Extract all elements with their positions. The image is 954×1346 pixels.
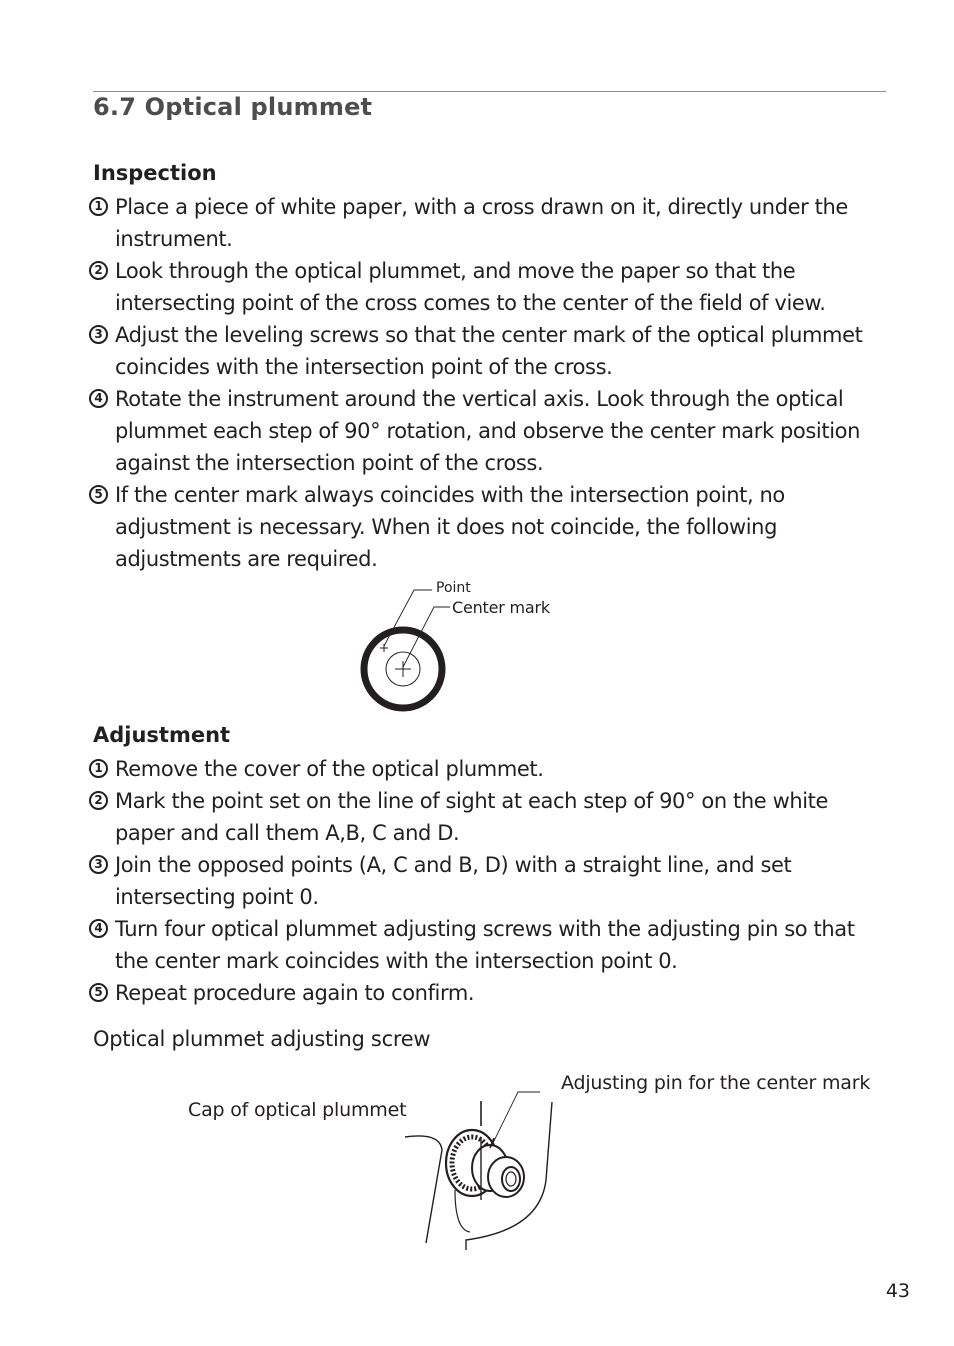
list-item <box>89 785 889 849</box>
list-item <box>89 191 889 255</box>
inspection-heading: Inspection <box>93 161 217 185</box>
instrument-body-left <box>405 1136 442 1243</box>
list-item <box>89 255 889 319</box>
list-item <box>89 849 889 913</box>
step-number: 3 <box>89 325 108 344</box>
center-mark-leader <box>403 607 450 667</box>
eyepiece-inner <box>506 1172 516 1186</box>
step-text: Join the opposed points (A, C and B, D) with a straight line, and set intersecting point 0. <box>115 853 792 909</box>
header-rule <box>93 91 886 92</box>
list-item <box>89 753 889 785</box>
point-label: Point <box>436 580 471 596</box>
step-text: Rotate the instrument around the vertical axis. Look through the optical plummet each step of 90° rotation, and observe the center mark position against the intersection point of the cross. <box>115 387 860 475</box>
inspection-steps <box>89 191 889 575</box>
outer-ring <box>364 630 442 708</box>
step-text: Mark the point set on the line of sight at each step of 90° on the white paper and call them A,B, C and D. <box>115 789 829 845</box>
list-item <box>89 977 889 1009</box>
step-number: 1 <box>89 197 108 216</box>
cap-label: Cap of optical plummet <box>188 1099 407 1121</box>
step-number: 3 <box>89 855 108 874</box>
adjustment-heading: Adjustment <box>93 723 231 747</box>
page-number: 43 <box>885 1280 910 1302</box>
cap-outer-ring <box>446 1130 498 1196</box>
step-text: Look through the optical plummet, and move the paper so that the intersecting point of the cross comes to the center of the field of view. <box>115 259 826 315</box>
step-text: Repeat procedure again to confirm. <box>115 981 475 1005</box>
list-item <box>89 319 889 383</box>
step-number: 1 <box>89 759 108 778</box>
list-item <box>89 913 889 977</box>
step-text: Remove the cover of the optical plummet. <box>115 757 544 781</box>
step-text: If the center mark always coincides with the intersection point, no adjustment is necessary. When it does not coincide, the following adjustments are required. <box>115 483 785 571</box>
pin-leader <box>492 1092 540 1145</box>
step-number: 4 <box>89 389 108 408</box>
step-text: Place a piece of white paper, with a cross drawn on it, directly under the instrument. <box>115 195 848 251</box>
step-number: 5 <box>89 485 108 504</box>
adjustment-steps <box>89 753 889 1009</box>
pin-tip <box>490 1138 494 1148</box>
eyepiece-lens <box>502 1167 520 1191</box>
step-text: Adjust the leveling screws so that the center mark of the optical plummet coincides with the intersection point of the cross. <box>115 323 863 379</box>
list-item <box>89 479 889 575</box>
center-mark-circle <box>386 652 420 686</box>
screw-caption: Optical plummet adjusting screw <box>93 1027 431 1051</box>
cap-knurl <box>452 1137 492 1189</box>
page-title: 6.7 Optical plummet <box>93 93 373 121</box>
cap-body <box>472 1145 508 1191</box>
list-item <box>89 383 889 479</box>
center-mark-label: Center mark <box>452 598 550 617</box>
point-leader <box>384 590 432 646</box>
pin-label: Adjusting pin for the center mark <box>561 1072 871 1094</box>
body-edge <box>455 1190 470 1232</box>
eyepiece-ring <box>488 1157 524 1197</box>
screw-figure <box>405 1092 552 1250</box>
step-number: 5 <box>89 983 108 1002</box>
step-number: 2 <box>89 791 108 810</box>
step-number: 2 <box>89 261 108 280</box>
instrument-body-right <box>466 1102 552 1250</box>
step-number: 4 <box>89 919 108 938</box>
step-text: Turn four optical plummet adjusting screws with the adjusting pin so that the center mark coincides with the intersection point 0. <box>115 917 855 973</box>
